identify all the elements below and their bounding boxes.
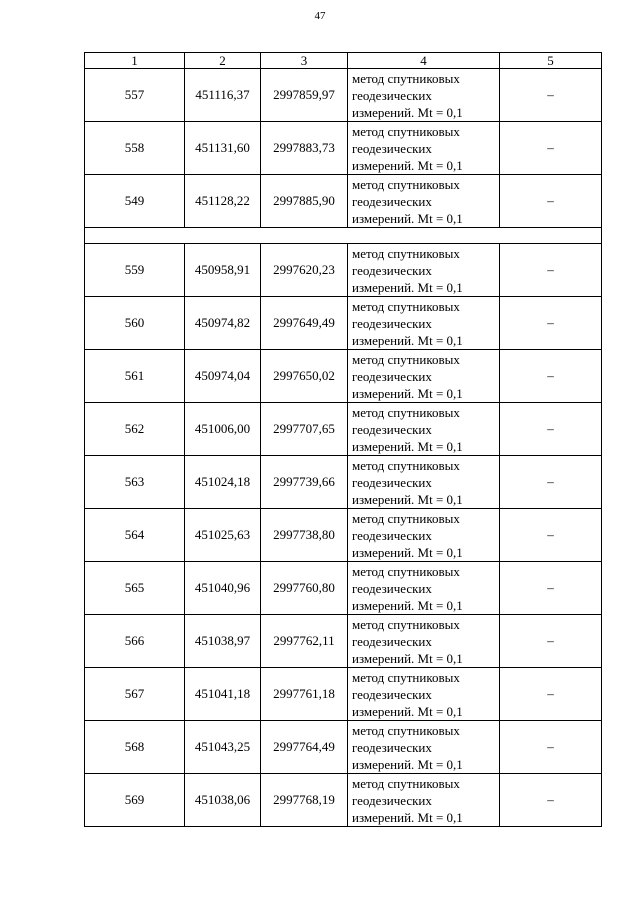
dash-mark: – bbox=[500, 668, 602, 721]
table-row bbox=[85, 69, 602, 122]
dash-mark: – bbox=[500, 350, 602, 403]
dash-mark: – bbox=[500, 721, 602, 774]
dash-mark: – bbox=[500, 509, 602, 562]
method-description: метод спутниковых геодезических измерений. Mt = 0,1 bbox=[348, 297, 500, 350]
point-number: 567 bbox=[85, 668, 185, 721]
separator-cell bbox=[85, 228, 602, 244]
table-row bbox=[85, 668, 602, 721]
dash-mark: – bbox=[500, 615, 602, 668]
table-row bbox=[85, 774, 602, 827]
coordinate-x: 451025,63 bbox=[185, 509, 261, 562]
table-row bbox=[85, 244, 602, 297]
method-description: метод спутниковых геодезических измерений. Mt = 0,1 bbox=[348, 122, 500, 175]
dash-mark: – bbox=[500, 122, 602, 175]
method-description: метод спутниковых геодезических измерений. Mt = 0,1 bbox=[348, 562, 500, 615]
table-row bbox=[85, 721, 602, 774]
point-number: 568 bbox=[85, 721, 185, 774]
header-col-1: 1 bbox=[85, 53, 185, 69]
dash-mark: – bbox=[500, 403, 602, 456]
point-number: 564 bbox=[85, 509, 185, 562]
coordinate-y: 2997707,65 bbox=[261, 403, 348, 456]
table-row bbox=[85, 562, 602, 615]
point-number: 560 bbox=[85, 297, 185, 350]
table-header-row bbox=[85, 53, 602, 69]
method-description: метод спутниковых геодезических измерений. Mt = 0,1 bbox=[348, 456, 500, 509]
coordinate-y: 2997768,19 bbox=[261, 774, 348, 827]
point-number: 559 bbox=[85, 244, 185, 297]
coordinate-x: 451038,97 bbox=[185, 615, 261, 668]
coordinate-x: 451128,22 bbox=[185, 175, 261, 228]
table-row bbox=[85, 509, 602, 562]
point-number: 566 bbox=[85, 615, 185, 668]
method-description: метод спутниковых геодезических измерений. Mt = 0,1 bbox=[348, 403, 500, 456]
method-description: метод спутниковых геодезических измерений. Mt = 0,1 bbox=[348, 350, 500, 403]
coordinate-y: 2997761,18 bbox=[261, 668, 348, 721]
coordinate-y: 2997650,02 bbox=[261, 350, 348, 403]
dash-mark: – bbox=[500, 456, 602, 509]
point-number: 563 bbox=[85, 456, 185, 509]
method-description: метод спутниковых геодезических измерений. Mt = 0,1 bbox=[348, 721, 500, 774]
coordinate-x: 451040,96 bbox=[185, 562, 261, 615]
coordinate-x: 451116,37 bbox=[185, 69, 261, 122]
table-row bbox=[85, 350, 602, 403]
table-row bbox=[85, 175, 602, 228]
dash-mark: – bbox=[500, 562, 602, 615]
table-row bbox=[85, 297, 602, 350]
header-col-5: 5 bbox=[500, 53, 602, 69]
coordinate-y: 2997885,90 bbox=[261, 175, 348, 228]
method-description: метод спутниковых геодезических измерений. Mt = 0,1 bbox=[348, 668, 500, 721]
header-col-3: 3 bbox=[261, 53, 348, 69]
coordinate-x: 451043,25 bbox=[185, 721, 261, 774]
coordinate-x: 450974,04 bbox=[185, 350, 261, 403]
point-number: 562 bbox=[85, 403, 185, 456]
method-description: метод спутниковых геодезических измерений. Mt = 0,1 bbox=[348, 175, 500, 228]
coordinate-x: 451041,18 bbox=[185, 668, 261, 721]
point-number: 561 bbox=[85, 350, 185, 403]
coordinate-y: 2997649,49 bbox=[261, 297, 348, 350]
coordinate-x: 451024,18 bbox=[185, 456, 261, 509]
dash-mark: – bbox=[500, 297, 602, 350]
separator-row bbox=[85, 228, 602, 244]
coordinate-y: 2997883,73 bbox=[261, 122, 348, 175]
header-col-4: 4 bbox=[348, 53, 500, 69]
header-col-2: 2 bbox=[185, 53, 261, 69]
point-number: 565 bbox=[85, 562, 185, 615]
table-row bbox=[85, 456, 602, 509]
method-description: метод спутниковых геодезических измерений. Mt = 0,1 bbox=[348, 509, 500, 562]
coordinate-y: 2997738,80 bbox=[261, 509, 348, 562]
coordinate-x: 450974,82 bbox=[185, 297, 261, 350]
method-description: метод спутниковых геодезических измерений. Mt = 0,1 bbox=[348, 69, 500, 122]
coordinate-x: 450958,91 bbox=[185, 244, 261, 297]
coordinate-y: 2997620,23 bbox=[261, 244, 348, 297]
table-row bbox=[85, 615, 602, 668]
method-description: метод спутниковых геодезических измерений. Mt = 0,1 bbox=[348, 615, 500, 668]
coordinate-y: 2997739,66 bbox=[261, 456, 348, 509]
table-row bbox=[85, 122, 602, 175]
method-description: метод спутниковых геодезических измерений. Mt = 0,1 bbox=[348, 244, 500, 297]
coordinate-y: 2997859,97 bbox=[261, 69, 348, 122]
dash-mark: – bbox=[500, 175, 602, 228]
dash-mark: – bbox=[500, 69, 602, 122]
point-number: 557 bbox=[85, 69, 185, 122]
point-number: 549 bbox=[85, 175, 185, 228]
coordinates-table bbox=[84, 52, 602, 827]
coordinate-x: 451131,60 bbox=[185, 122, 261, 175]
point-number: 558 bbox=[85, 122, 185, 175]
point-number: 569 bbox=[85, 774, 185, 827]
dash-mark: – bbox=[500, 244, 602, 297]
page-number: 47 bbox=[314, 10, 326, 22]
coordinate-y: 2997762,11 bbox=[261, 615, 348, 668]
coordinate-x: 451006,00 bbox=[185, 403, 261, 456]
coordinate-y: 2997760,80 bbox=[261, 562, 348, 615]
method-description: метод спутниковых геодезических измерений. Mt = 0,1 bbox=[348, 774, 500, 827]
coordinate-x: 451038,06 bbox=[185, 774, 261, 827]
table-row bbox=[85, 403, 602, 456]
coordinate-y: 2997764,49 bbox=[261, 721, 348, 774]
dash-mark: – bbox=[500, 774, 602, 827]
